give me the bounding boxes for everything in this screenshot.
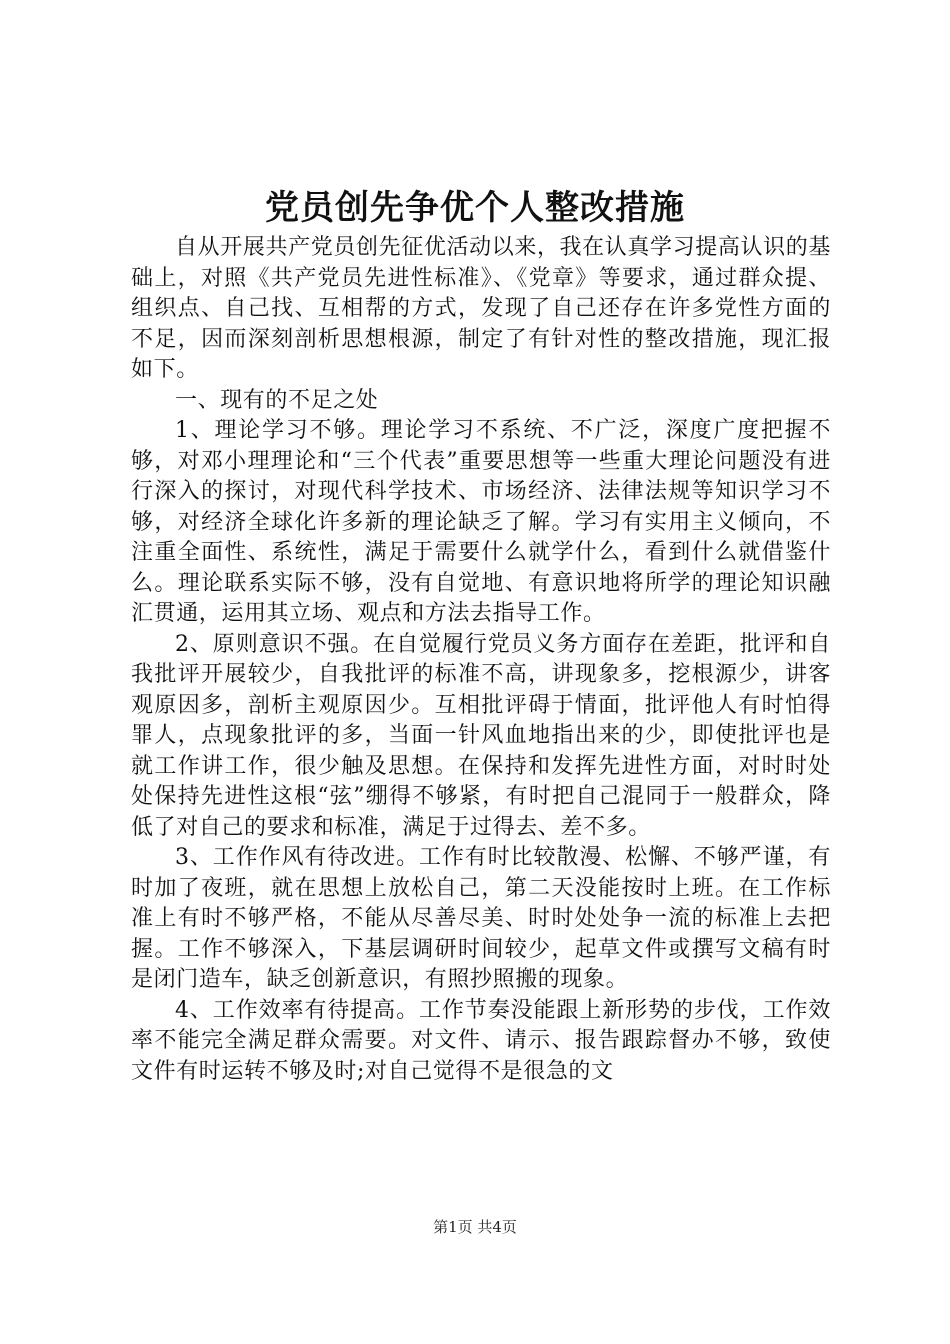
item-paragraph-2: 2、原则意识不强。在自觉履行党员义务方面存在差距，批评和自我批评开展较少，自我批评的标准不高，讲现象多，挖根源少，讲客观原因多，剖析主观原因少。互相批评碍于情面，批评他人有时怕得罪人，点现象批评的多，当面一针风血地指出来的少，即使批评也是就工作讲工作，很少触及思想。在保持和发挥先进性方面，对时时处处保持先进性这根“弦”绷得不够紧，有时把自己混同于一般群众，降低了对自己的要求和标准，满足于过得去、差不多。 xyxy=(131,631,831,840)
item-paragraph-1: 1、理论学习不够。理论学习不系统、不广泛，深度广度把握不够，对邓小理理论和“三个代表”重要思想等一些重大理论问题没有进行深入的探讨，对现代科学技术、市场经济、法律法规等知识学习不够，对经济全球化许多新的理论缺乏了解。学习有实用主义倾向，不注重全面性、系统性，满足于需要什么就学什么，看到什么就借鉴什么。理论联系实际不够，没有自觉地、有意识地将所学的理论知识融汇贯通，运用其立场、观点和方法去指导工作。 xyxy=(131,418,831,626)
document-body xyxy=(131,233,831,1087)
intro-paragraph: 自从开展共产党员创先征优活动以来，我在认真学习提高认识的基础上，对照《共产党员先进性标准》、《党章》等要求，通过群众提、组织点、自己找、互相帮的方式，发现了自己还存在许多党性方面的不足，因而深刻剖析思想根源，制定了有针对性的整改措施，现汇报如下。 xyxy=(131,235,831,382)
document-title: 党员创先争优个人整改措施 xyxy=(265,188,685,228)
section-heading: 一、现有的不足之处 xyxy=(175,387,379,413)
item-paragraph-3: 3、工作作风有待改进。工作有时比较散漫、松懈、不够严谨，有时加了夜班，就在思想上放松自己，第二天没能按时上班。在工作标准上有时不够严格，不能从尽善尽美、时时处处争一流的标准上去把握。工作不够深入，下基层调研时间较少，起草文件或撰写文稿有时是闭门造车，缺乏创新意识，有照抄照搬的现象。 xyxy=(131,845,831,992)
page-number-footer: 第1页 共4页 xyxy=(433,1218,517,1236)
item-paragraph-4: 4、工作效率有待提高。工作节奏没能跟上新形势的步伐，工作效率不能完全满足群众需要。对文件、请示、报告跟踪督办不够，致使文件有时运转不够及时;对自己觉得不是很急的文 xyxy=(131,997,831,1084)
